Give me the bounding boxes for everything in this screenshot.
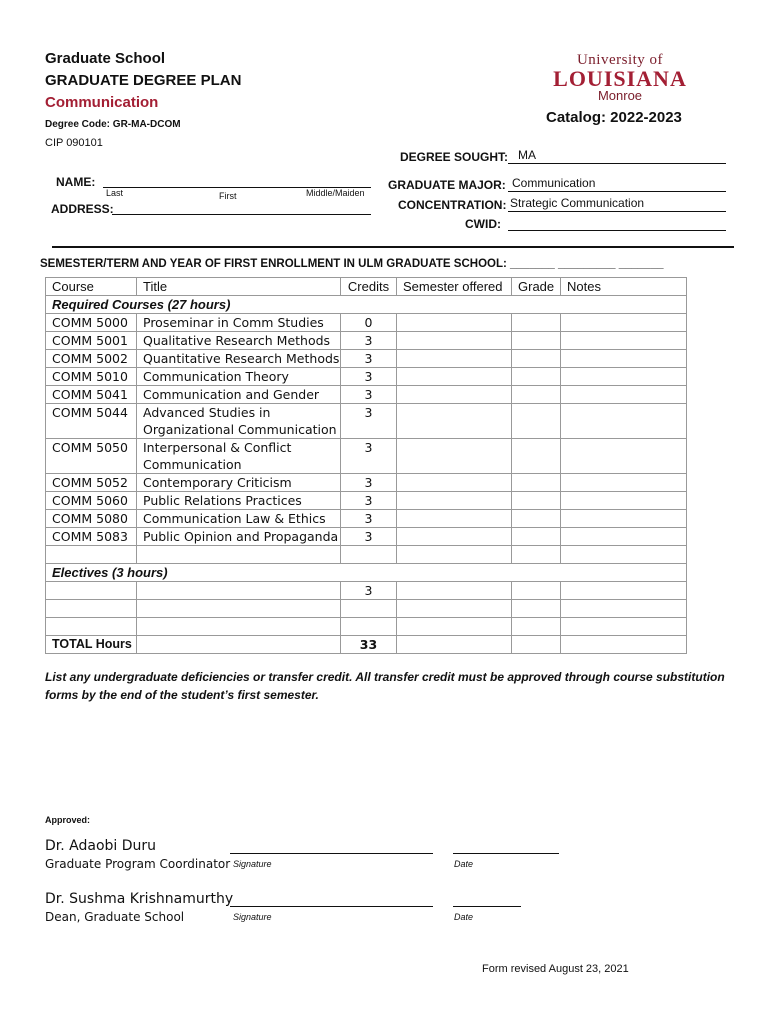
course-credits: 3 [341, 439, 397, 474]
transfer-credit-note: List any undergraduate deficiencies or transfer credit. All transfer credit must be approved through course substitution forms by the end of the student’s first semester. [45, 670, 725, 702]
approved-label: Approved: [45, 815, 90, 825]
address-field[interactable] [112, 202, 371, 215]
course-title: Proseminar in Comm Studies [137, 314, 341, 332]
dean-role: Dean, Graduate School [45, 910, 185, 924]
name-label: NAME: [56, 175, 96, 189]
concentration-field[interactable]: Strategic Communication [508, 196, 726, 212]
grade-cell[interactable] [512, 350, 561, 368]
header-credits: Credits [341, 278, 397, 296]
course-title: Communication and Gender [137, 386, 341, 404]
major-label: GRADUATE MAJOR: [388, 178, 506, 192]
grade-cell[interactable] [512, 404, 561, 439]
course-credits: 3 [341, 510, 397, 528]
required-section-label: Required Courses (27 hours) [46, 296, 687, 314]
course-code: COMM 5080 [46, 510, 137, 528]
concentration-label: CONCENTRATION: [398, 198, 507, 212]
header-semester: Semester offered [397, 278, 512, 296]
coordinator-name: Dr. Adaobi Duru [45, 838, 157, 854]
grade-cell[interactable] [512, 582, 561, 600]
course-code: COMM 5060 [46, 492, 137, 510]
course-code: COMM 5052 [46, 474, 137, 492]
course-code: COMM 5000 [46, 314, 137, 332]
plan-heading: GRADUATE DEGREE PLAN [45, 72, 242, 89]
semester-cell[interactable] [397, 350, 512, 368]
required-section-row [46, 296, 687, 314]
elective-credits: 3 [341, 582, 397, 600]
table-row [46, 314, 687, 332]
course-credits: 3 [341, 404, 397, 439]
notes-cell[interactable] [561, 386, 687, 404]
total-label: TOTAL Hours [46, 636, 137, 654]
coordinator-signature-line[interactable] [230, 853, 433, 854]
course-credits: 3 [341, 492, 397, 510]
notes-cell[interactable] [561, 314, 687, 332]
course-code: COMM 5044 [46, 404, 137, 439]
course-title: Qualitative Research Methods [137, 332, 341, 350]
degree-code: Degree Code: GR-MA-DCOM [45, 119, 181, 130]
course-code: COMM 5050 [46, 439, 137, 474]
header-title: Title [137, 278, 341, 296]
semester-cell[interactable] [397, 368, 512, 386]
course-credits: 3 [341, 528, 397, 546]
table-header-row [46, 278, 687, 296]
grade-cell[interactable] [512, 314, 561, 332]
notes-cell[interactable] [561, 582, 687, 600]
course-title: Contemporary Criticism [137, 474, 341, 492]
section-divider [52, 246, 734, 248]
degree-sought-field[interactable]: MA [508, 148, 726, 164]
grade-cell[interactable] [512, 474, 561, 492]
catalog-year: Catalog: 2022-2023 [546, 109, 682, 126]
course-credits: 0 [341, 314, 397, 332]
school-heading: Graduate School [45, 50, 166, 67]
semester-cell[interactable] [397, 439, 512, 474]
course-title: Communication Law & Ethics [137, 510, 341, 528]
notes-cell[interactable] [561, 510, 687, 528]
grade-cell[interactable] [512, 332, 561, 350]
dean-date-line[interactable] [453, 906, 521, 907]
table-row [46, 386, 687, 404]
first-enrollment-line: SEMESTER/TERM AND YEAR OF FIRST ENROLLMENT IN ULM GRADUATE SCHOOL: _______ _________ _______ [40, 258, 664, 270]
semester-cell[interactable] [397, 386, 512, 404]
table-row [46, 404, 687, 439]
course-credits: 3 [341, 332, 397, 350]
semester-cell[interactable] [397, 528, 512, 546]
electives-section-row [46, 564, 687, 582]
degree-sought-label: DEGREE SOUGHT: [400, 150, 509, 164]
header-course: Course [46, 278, 137, 296]
notes-cell[interactable] [561, 492, 687, 510]
course-code: COMM 5010 [46, 368, 137, 386]
electives-section-label: Electives (3 hours) [46, 564, 687, 582]
name-field[interactable] [103, 175, 371, 188]
course-credits: 3 [341, 350, 397, 368]
cip-code: CIP 090101 [45, 137, 103, 149]
semester-cell[interactable] [397, 314, 512, 332]
semester-cell[interactable] [397, 404, 512, 439]
header-notes: Notes [561, 278, 687, 296]
table-row [46, 474, 687, 492]
course-code: COMM 5041 [46, 386, 137, 404]
course-credits: 3 [341, 368, 397, 386]
dean-signature-line[interactable] [230, 906, 433, 907]
total-credits: 33 [341, 636, 397, 654]
coordinator-date-caption: Date [454, 859, 474, 869]
course-code: COMM 5002 [46, 350, 137, 368]
course-code: COMM 5083 [46, 528, 137, 546]
name-middle-caption: Middle/Maiden [306, 188, 365, 198]
table-row [46, 528, 687, 546]
grade-cell[interactable] [512, 492, 561, 510]
semester-cell[interactable] [397, 510, 512, 528]
table-row [46, 368, 687, 386]
name-last-caption: Last [106, 188, 124, 198]
notes-cell[interactable] [561, 404, 687, 439]
blank-row [46, 546, 687, 564]
blank-row [46, 600, 687, 618]
grade-cell[interactable] [512, 546, 561, 564]
coordinator-role: Graduate Program Coordinator [45, 857, 231, 871]
course-credits: 3 [341, 386, 397, 404]
coordinator-date-line[interactable] [453, 853, 559, 854]
notes-cell[interactable] [561, 332, 687, 350]
course-credits: 3 [341, 474, 397, 492]
course-table [45, 277, 687, 654]
elective-course-cell[interactable] [46, 582, 137, 600]
elective-row [46, 582, 687, 600]
table-row [46, 439, 687, 474]
table-row [46, 510, 687, 528]
name-first-caption: First [219, 191, 237, 201]
semester-cell[interactable] [397, 546, 512, 564]
course-title: Public Opinion and Propaganda [137, 528, 341, 546]
total-row [46, 636, 687, 654]
course-title: Public Relations Practices [137, 492, 341, 510]
grade-cell[interactable] [512, 528, 561, 546]
dean-name: Dr. Sushma Krishnamurthy [45, 891, 234, 907]
address-label: ADDRESS: [51, 202, 114, 216]
major-field[interactable]: Communication [508, 176, 726, 192]
grade-cell[interactable] [512, 368, 561, 386]
grade-cell[interactable] [512, 510, 561, 528]
grade-cell[interactable] [512, 386, 561, 404]
notes-cell[interactable] [561, 528, 687, 546]
cwid-field[interactable] [508, 215, 726, 231]
cwid-label: CWID: [465, 217, 501, 231]
table-row [46, 332, 687, 350]
course-title: Advanced Studies in Organizational Communication [137, 404, 341, 439]
notes-cell[interactable] [561, 546, 687, 564]
table-row [46, 492, 687, 510]
table-row [46, 350, 687, 368]
notes-cell[interactable] [561, 439, 687, 474]
semester-cell[interactable] [397, 474, 512, 492]
blank-row [46, 618, 687, 636]
ulm-logo: University of LOUISIANA Monroe [553, 52, 687, 103]
header-grade: Grade [512, 278, 561, 296]
semester-cell[interactable] [397, 332, 512, 350]
notes-cell[interactable] [561, 474, 687, 492]
course-title: Interpersonal & Conflict Communication [137, 439, 341, 474]
notes-cell[interactable] [561, 350, 687, 368]
form-revised-footer: Form revised August 23, 2021 [482, 963, 629, 975]
dean-date-caption: Date [454, 912, 474, 922]
course-title: Quantitative Research Methods [137, 350, 341, 368]
semester-cell[interactable] [397, 492, 512, 510]
grade-cell[interactable] [512, 439, 561, 474]
elective-title-cell[interactable] [137, 582, 341, 600]
course-title: Communication Theory [137, 368, 341, 386]
coordinator-signature-caption: Signature [233, 859, 272, 869]
dean-signature-caption: Signature [233, 912, 272, 922]
program-heading: Communication [45, 94, 159, 111]
course-code: COMM 5001 [46, 332, 137, 350]
semester-cell[interactable] [397, 582, 512, 600]
notes-cell[interactable] [561, 368, 687, 386]
